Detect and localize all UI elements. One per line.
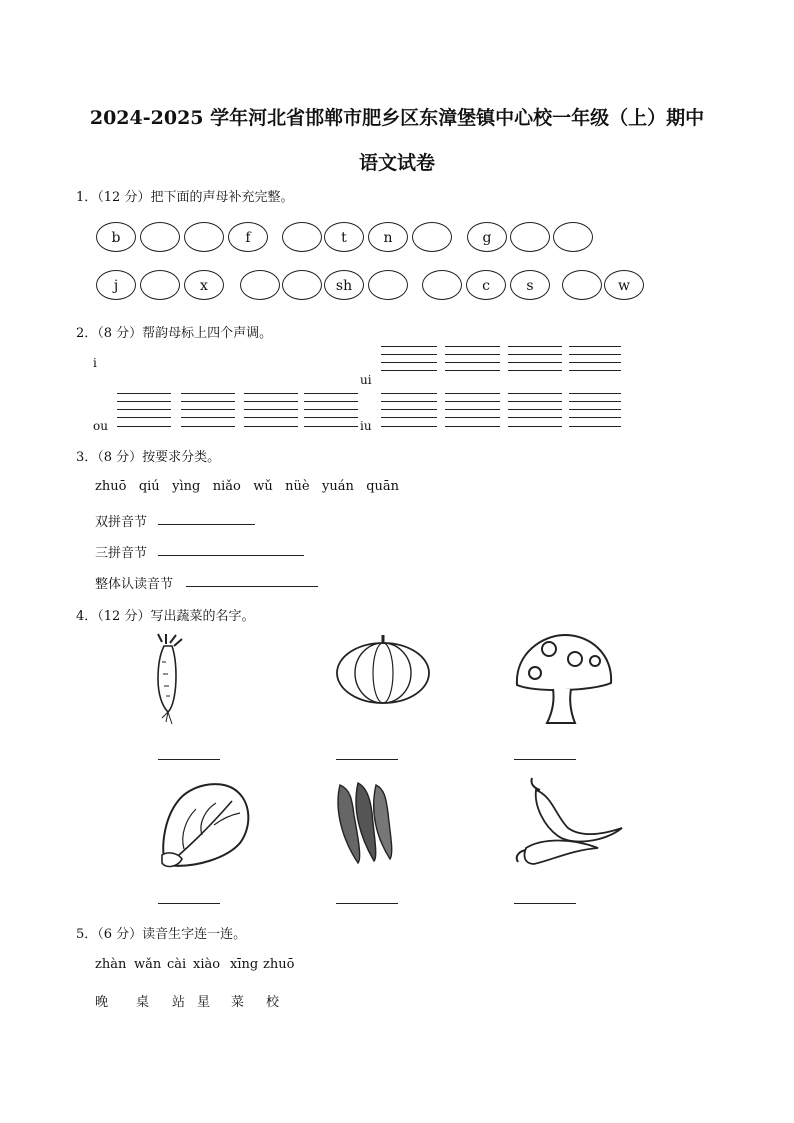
character[interactable]: 晚 xyxy=(95,995,109,1010)
initial-blank[interactable] xyxy=(412,222,452,252)
answer-blank[interactable] xyxy=(158,524,255,525)
writing-grid[interactable] xyxy=(508,346,562,380)
writing-grid[interactable] xyxy=(117,393,171,427)
answer-blank[interactable] xyxy=(514,903,576,904)
page-title: 2024-2025 学年河北省邯郸市肥乡区东漳堡镇中心校一年级（上）期中 xyxy=(89,107,705,129)
initial-box: t xyxy=(324,222,364,252)
character[interactable]: 校 xyxy=(266,995,280,1010)
pinyin: niǎo xyxy=(212,479,241,494)
answer-blank[interactable] xyxy=(186,586,318,587)
initial-box: j xyxy=(96,270,136,300)
pinyin: quān xyxy=(366,479,400,494)
initial-blank[interactable] xyxy=(422,270,462,300)
pinyin: yuán xyxy=(321,479,354,494)
initial-box: w xyxy=(604,270,644,300)
initial-box: sh xyxy=(324,270,364,300)
character[interactable]: 桌 xyxy=(136,995,150,1010)
writing-grid[interactable] xyxy=(381,393,437,427)
writing-grid[interactable] xyxy=(244,393,298,427)
bean-pods-image xyxy=(332,779,398,869)
initial-box: s xyxy=(510,270,550,300)
q3-pinyin-list xyxy=(95,479,399,494)
writing-grid[interactable] xyxy=(445,346,500,380)
writing-grid[interactable] xyxy=(304,426,358,460)
pinyin[interactable]: zhuō xyxy=(263,957,295,972)
character[interactable]: 菜 xyxy=(231,995,245,1010)
initial-box: x xyxy=(184,270,224,300)
pinyin: wǔ xyxy=(253,479,273,494)
question-4: 4．（12 分）写出蔬菜的名字。 xyxy=(76,609,255,624)
writing-grid[interactable] xyxy=(244,426,298,460)
question-5: 5．（6 分）读音生字连一连。 xyxy=(76,927,247,942)
pinyin: nüè xyxy=(285,479,310,494)
initial-blank[interactable] xyxy=(184,222,224,252)
initial-blank[interactable] xyxy=(510,222,550,252)
question-1: 1．（12 分）把下面的声母补充完整。 xyxy=(76,190,294,205)
initial-box: n xyxy=(368,222,408,252)
writing-grid[interactable] xyxy=(569,346,621,380)
final-label-i: i xyxy=(93,356,97,370)
pinyin: yìng xyxy=(172,479,201,494)
answer-blank[interactable] xyxy=(158,903,220,904)
category-label: 三拼音节 xyxy=(95,546,148,561)
initial-blank[interactable] xyxy=(282,270,322,300)
pinyin[interactable]: cài xyxy=(167,957,187,972)
initial-box: b xyxy=(96,222,136,252)
pinyin[interactable]: xīng xyxy=(230,957,259,972)
character[interactable]: 站 xyxy=(172,995,186,1010)
initial-blank[interactable] xyxy=(368,270,408,300)
pinyin: qiú xyxy=(138,479,160,494)
answer-blank[interactable] xyxy=(336,759,398,760)
question-3: 3．（8 分）按要求分类。 xyxy=(76,450,221,465)
pinyin: zhuō xyxy=(95,479,127,494)
character[interactable]: 星 xyxy=(197,995,211,1010)
initial-blank[interactable] xyxy=(140,270,180,300)
pinyin[interactable]: xiào xyxy=(193,957,221,972)
initial-blank[interactable] xyxy=(140,222,180,252)
initial-box: g xyxy=(467,222,507,252)
category-label: 双拼音节 xyxy=(95,515,148,530)
final-label-ui: ui xyxy=(360,373,372,387)
answer-blank[interactable] xyxy=(158,555,304,556)
page-subtitle: 语文试卷 xyxy=(358,152,435,174)
answer-blank[interactable] xyxy=(336,903,398,904)
initial-box: f xyxy=(228,222,268,252)
writing-grid[interactable] xyxy=(304,393,358,427)
writing-grid[interactable] xyxy=(445,393,500,427)
answer-blank[interactable] xyxy=(158,759,220,760)
initial-blank[interactable] xyxy=(240,270,280,300)
answer-blank[interactable] xyxy=(514,759,576,760)
question-2: 2．（8 分）帮韵母标上四个声调。 xyxy=(76,326,273,341)
initial-blank[interactable] xyxy=(553,222,593,252)
category-label: 整体认读音节 xyxy=(95,577,174,592)
final-label-iu: iu xyxy=(360,419,372,433)
initial-box: c xyxy=(466,270,506,300)
pumpkin-image xyxy=(333,633,433,705)
pinyin[interactable]: zhàn xyxy=(95,957,127,972)
writing-grid[interactable] xyxy=(569,393,621,427)
initial-blank[interactable] xyxy=(282,222,322,252)
chili-peppers-image xyxy=(512,776,624,872)
initial-blank[interactable] xyxy=(562,270,602,300)
writing-grid[interactable] xyxy=(181,393,235,427)
mushroom-image xyxy=(513,633,613,727)
final-label-ou: ou xyxy=(93,419,108,433)
writing-grid[interactable] xyxy=(508,393,562,427)
radish-image xyxy=(150,634,190,726)
pinyin[interactable]: wǎn xyxy=(134,957,162,972)
writing-grid[interactable] xyxy=(381,346,437,380)
cabbage-image xyxy=(156,779,256,873)
